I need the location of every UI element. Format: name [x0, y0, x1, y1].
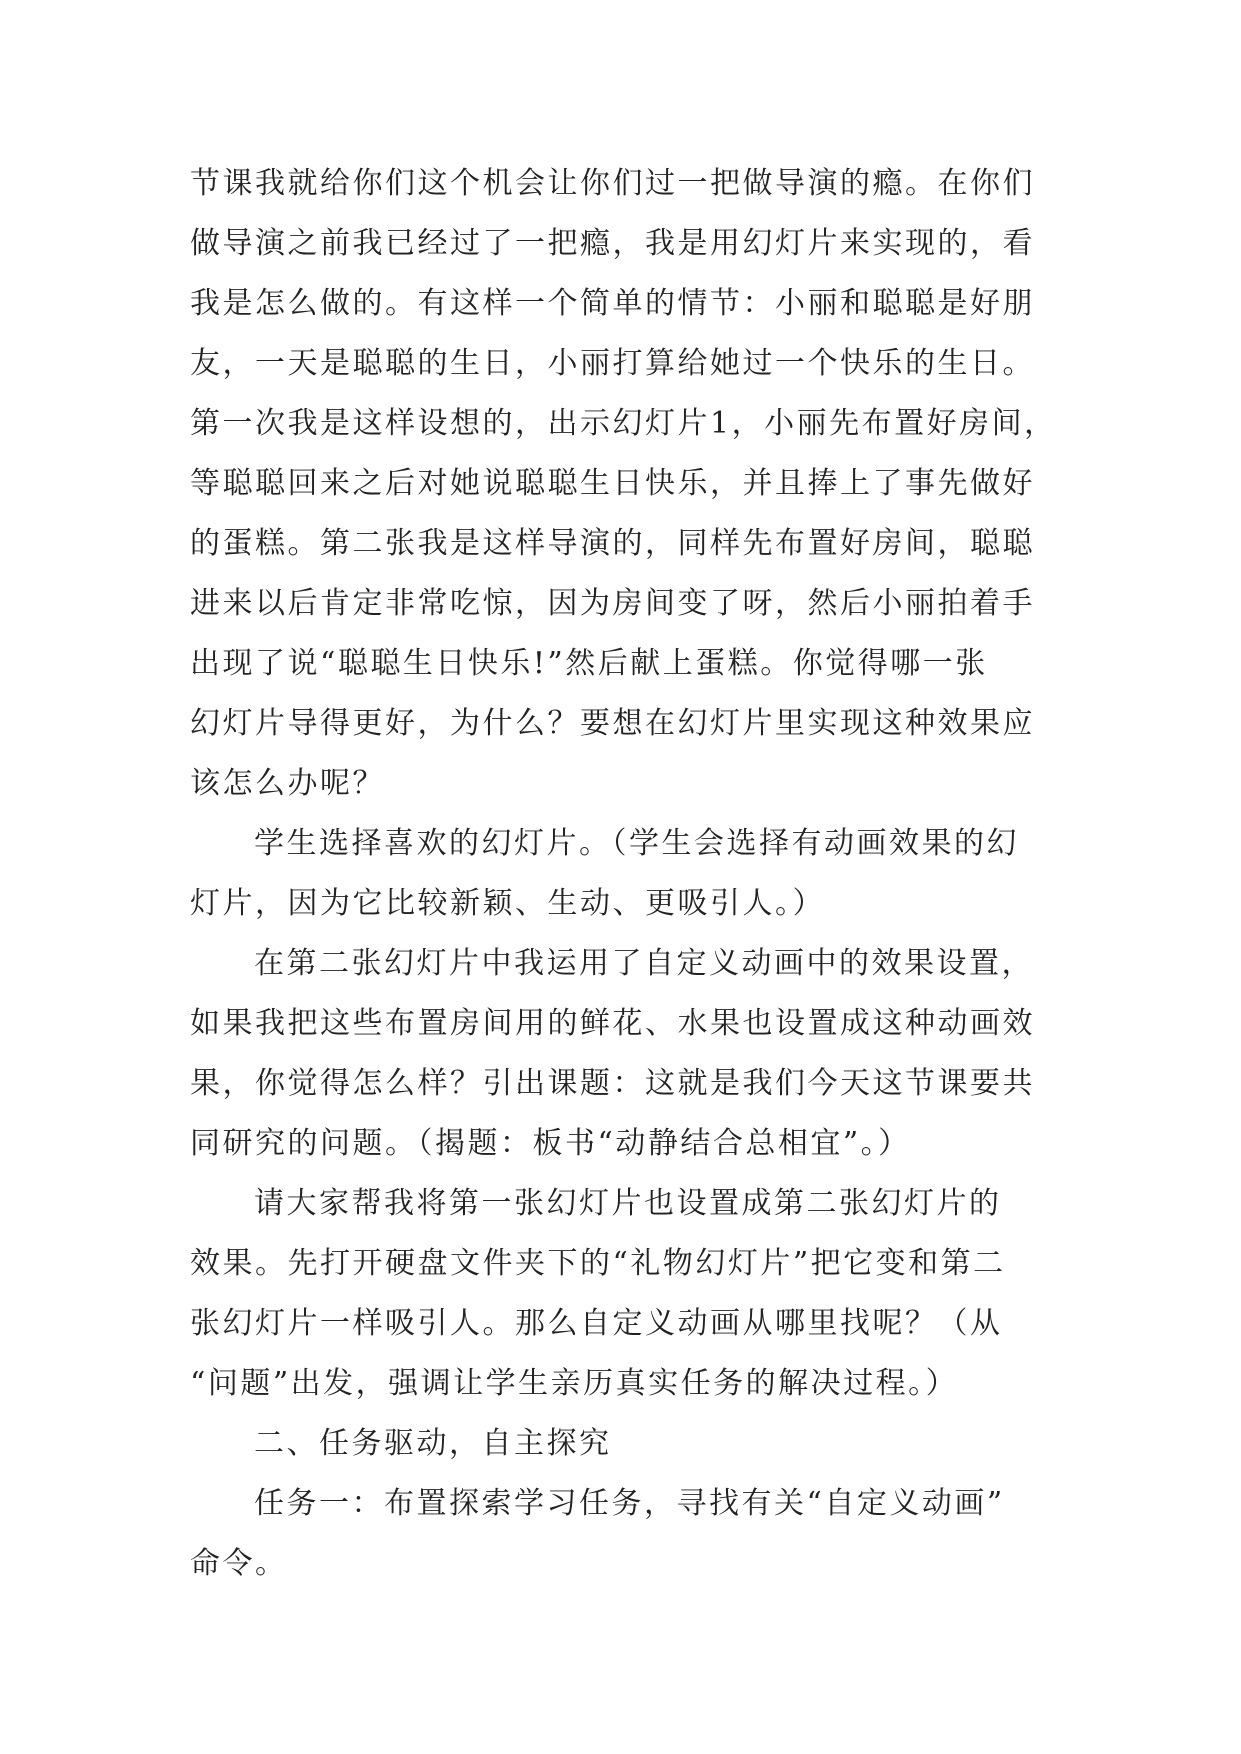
- text-line: 幻灯片导得更好，为什么？要想在幻灯片里实现这种效果应: [190, 706, 1035, 741]
- body-text: [190, 154, 1060, 1594]
- text-line: 该怎么办呢？: [190, 766, 385, 801]
- text-line: 做导演之前我已经过了一把瘾，我是用幻灯片来实现的，看: [190, 226, 1035, 261]
- text-line: 张幻灯片一样吸引人。那么自定义动画从哪里找呢？（从: [190, 1306, 1003, 1341]
- text-line: 出现了说“聪聪生日快乐!”然后献上蛋糕。你觉得哪一张: [190, 646, 988, 681]
- text-line: 的蛋糕。第二张我是这样导演的，同样先布置好房间，聪聪: [190, 526, 1035, 561]
- text-line: 效果。先打开硬盘文件夹下的“礼物幻灯片”把它变和第二: [190, 1246, 1006, 1281]
- paragraph-start-line: 学生选择喜欢的幻灯片。（学生会选择有动画效果的幻: [254, 826, 1019, 861]
- paragraph-start-line: 在第二张幻灯片中我运用了自定义动画中的效果设置，: [254, 946, 1034, 981]
- text-line: 友，一天是聪聪的生日，小丽打算给她过一个快乐的生日。: [190, 346, 1035, 381]
- text-line: 命令。: [190, 1546, 288, 1581]
- text-line: “问题”出发，强调让学生亲历真实任务的解决过程。）: [190, 1366, 959, 1401]
- text-line: 等聪聪回来之后对她说聪聪生日快乐，并且捧上了事先做好: [190, 466, 1035, 501]
- text-line: 节课我就给你们这个机会让你们过一把做导演的瘾。在你们: [190, 166, 1035, 201]
- section-heading: 二、任务驱动，自主探究: [254, 1426, 612, 1461]
- text-line: 我是怎么做的。有这样一个简单的情节：小丽和聪聪是好朋: [190, 286, 1035, 321]
- text-line: 果，你觉得怎么样？引出课题：这就是我们今天这节课要共: [190, 1066, 1035, 1101]
- text-line: 灯片，因为它比较新颖、生动、更吸引人。）: [190, 886, 825, 921]
- paragraph-start-line: 请大家帮我将第一张幻灯片也设置成第二张幻灯片的: [254, 1186, 1002, 1221]
- text-line: 如果我把这些布置房间用的鲜花、水果也设置成这种动画效: [190, 1006, 1035, 1041]
- text-line: 进来以后肯定非常吃惊，因为房间变了呀，然后小丽拍着手: [190, 586, 1035, 621]
- paragraph-start-line: 任务一：布置探索学习任务，寻找有关“自定义动画”: [254, 1486, 1005, 1521]
- text-line: 同研究的问题。（揭题：板书“动静结合总相宜”。）: [190, 1126, 911, 1161]
- text-line: 第一次我是这样设想的，出示幻灯片1，小丽先布置好房间，: [190, 406, 1057, 441]
